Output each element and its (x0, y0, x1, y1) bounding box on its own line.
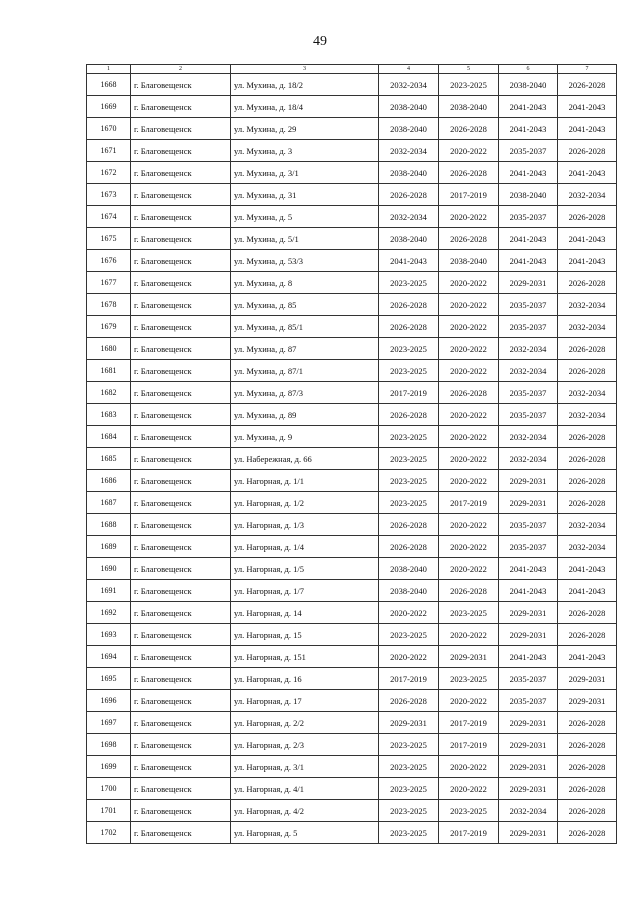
row-number-cell: 1668 (87, 74, 131, 96)
period-cell: 2023-2025 (379, 822, 439, 844)
period-cell: 2026-2028 (558, 624, 617, 646)
city-cell: г. Благовещенск (131, 382, 231, 404)
period-cell: 2023-2025 (379, 338, 439, 360)
row-number-cell: 1678 (87, 294, 131, 316)
period-cell: 2026-2028 (558, 448, 617, 470)
period-cell: 2023-2025 (379, 492, 439, 514)
period-cell: 2020-2022 (439, 294, 499, 316)
city-cell: г. Благовещенск (131, 250, 231, 272)
column-number: 2 (131, 65, 231, 74)
address-cell: ул. Нагорная, д. 17 (231, 690, 379, 712)
row-number-cell: 1699 (87, 756, 131, 778)
period-cell: 2020-2022 (439, 514, 499, 536)
period-cell: 2038-2040 (379, 162, 439, 184)
period-cell: 2023-2025 (379, 778, 439, 800)
city-cell: г. Благовещенск (131, 558, 231, 580)
period-cell: 2032-2034 (499, 338, 558, 360)
period-cell: 2026-2028 (558, 756, 617, 778)
period-cell: 2038-2040 (439, 96, 499, 118)
period-cell: 2035-2037 (499, 140, 558, 162)
period-cell: 2026-2028 (558, 800, 617, 822)
address-cell: ул. Нагорная, д. 1/7 (231, 580, 379, 602)
address-cell: ул. Мухина, д. 31 (231, 184, 379, 206)
city-cell: г. Благовещенск (131, 470, 231, 492)
table-row (87, 316, 617, 338)
period-cell: 2026-2028 (379, 690, 439, 712)
period-cell: 2023-2025 (379, 360, 439, 382)
row-number-cell: 1684 (87, 426, 131, 448)
period-cell: 2020-2022 (379, 602, 439, 624)
period-cell: 2032-2034 (499, 360, 558, 382)
address-cell: ул. Мухина, д. 87/3 (231, 382, 379, 404)
period-cell: 2026-2028 (379, 184, 439, 206)
period-cell: 2026-2028 (558, 734, 617, 756)
period-cell: 2029-2031 (499, 470, 558, 492)
address-cell: ул. Мухина, д. 29 (231, 118, 379, 140)
period-cell: 2029-2031 (499, 624, 558, 646)
period-cell: 2038-2040 (379, 118, 439, 140)
address-cell: ул. Нагорная, д. 2/2 (231, 712, 379, 734)
period-cell: 2041-2043 (499, 228, 558, 250)
address-cell: ул. Мухина, д. 8 (231, 272, 379, 294)
period-cell: 2029-2031 (379, 712, 439, 734)
city-cell: г. Благовещенск (131, 800, 231, 822)
period-cell: 2041-2043 (499, 162, 558, 184)
city-cell: г. Благовещенск (131, 668, 231, 690)
period-cell: 2032-2034 (558, 316, 617, 338)
period-cell: 2026-2028 (558, 338, 617, 360)
period-cell: 2023-2025 (379, 426, 439, 448)
address-cell: ул. Нагорная, д. 14 (231, 602, 379, 624)
column-number: 1 (87, 65, 131, 74)
period-cell: 2029-2031 (499, 712, 558, 734)
row-number-cell: 1691 (87, 580, 131, 602)
period-cell: 2035-2037 (499, 536, 558, 558)
address-cell: ул. Мухина, д. 5/1 (231, 228, 379, 250)
city-cell: г. Благовещенск (131, 162, 231, 184)
period-cell: 2020-2022 (439, 558, 499, 580)
table-row (87, 162, 617, 184)
period-cell: 2041-2043 (499, 96, 558, 118)
table-row (87, 536, 617, 558)
period-cell: 2041-2043 (558, 228, 617, 250)
table-row (87, 184, 617, 206)
address-cell: ул. Мухина, д. 3 (231, 140, 379, 162)
table-row (87, 514, 617, 536)
city-cell: г. Благовещенск (131, 602, 231, 624)
period-cell: 2023-2025 (379, 756, 439, 778)
period-cell: 2023-2025 (439, 800, 499, 822)
period-cell: 2026-2028 (439, 118, 499, 140)
row-number-cell: 1687 (87, 492, 131, 514)
register-table (86, 64, 617, 844)
address-cell: ул. Мухина, д. 3/1 (231, 162, 379, 184)
period-cell: 2041-2043 (558, 250, 617, 272)
period-cell: 2020-2022 (439, 536, 499, 558)
row-number-cell: 1672 (87, 162, 131, 184)
period-cell: 2035-2037 (499, 514, 558, 536)
table-row (87, 580, 617, 602)
period-cell: 2032-2034 (379, 206, 439, 228)
row-number-cell: 1688 (87, 514, 131, 536)
address-cell: ул. Нагорная, д. 4/2 (231, 800, 379, 822)
period-cell: 2026-2028 (558, 470, 617, 492)
period-cell: 2020-2022 (439, 426, 499, 448)
table-row (87, 712, 617, 734)
column-number: 5 (439, 65, 499, 74)
address-cell: ул. Нагорная, д. 1/4 (231, 536, 379, 558)
row-number-cell: 1669 (87, 96, 131, 118)
period-cell: 2026-2028 (558, 602, 617, 624)
table-row (87, 800, 617, 822)
table-row (87, 448, 617, 470)
address-cell: ул. Мухина, д. 85 (231, 294, 379, 316)
period-cell: 2026-2028 (558, 74, 617, 96)
period-cell: 2029-2031 (499, 822, 558, 844)
address-cell: ул. Набережная, д. 66 (231, 448, 379, 470)
row-number-cell: 1695 (87, 668, 131, 690)
table-row (87, 492, 617, 514)
page-number: 49 (313, 34, 327, 49)
period-cell: 2041-2043 (558, 162, 617, 184)
period-cell: 2041-2043 (499, 580, 558, 602)
table-row (87, 360, 617, 382)
period-cell: 2026-2028 (439, 382, 499, 404)
period-cell: 2032-2034 (558, 404, 617, 426)
row-number-cell: 1686 (87, 470, 131, 492)
period-cell: 2029-2031 (499, 492, 558, 514)
table-row (87, 338, 617, 360)
period-cell: 2041-2043 (558, 646, 617, 668)
city-cell: г. Благовещенск (131, 822, 231, 844)
period-cell: 2032-2034 (558, 514, 617, 536)
period-cell: 2023-2025 (379, 470, 439, 492)
period-cell: 2038-2040 (379, 558, 439, 580)
city-cell: г. Благовещенск (131, 316, 231, 338)
city-cell: г. Благовещенск (131, 646, 231, 668)
period-cell: 2041-2043 (499, 646, 558, 668)
period-cell: 2020-2022 (439, 778, 499, 800)
row-number-cell: 1702 (87, 822, 131, 844)
period-cell: 2020-2022 (439, 206, 499, 228)
period-cell: 2020-2022 (439, 624, 499, 646)
row-number-cell: 1670 (87, 118, 131, 140)
period-cell: 2023-2025 (379, 734, 439, 756)
period-cell: 2026-2028 (558, 712, 617, 734)
period-cell: 2029-2031 (558, 690, 617, 712)
city-cell: г. Благовещенск (131, 140, 231, 162)
row-number-cell: 1685 (87, 448, 131, 470)
city-cell: г. Благовещенск (131, 712, 231, 734)
address-cell: ул. Мухина, д. 18/4 (231, 96, 379, 118)
period-cell: 2029-2031 (499, 602, 558, 624)
table-row (87, 206, 617, 228)
period-cell: 2026-2028 (558, 206, 617, 228)
period-cell: 2017-2019 (439, 712, 499, 734)
table-row (87, 624, 617, 646)
row-number-cell: 1694 (87, 646, 131, 668)
city-cell: г. Благовещенск (131, 514, 231, 536)
period-cell: 2035-2037 (499, 404, 558, 426)
city-cell: г. Благовещенск (131, 272, 231, 294)
column-number-row (87, 65, 617, 74)
address-cell: ул. Нагорная, д. 1/1 (231, 470, 379, 492)
period-cell: 2023-2025 (379, 272, 439, 294)
table-body (87, 65, 617, 844)
table-row (87, 140, 617, 162)
row-number-cell: 1689 (87, 536, 131, 558)
period-cell: 2038-2040 (499, 74, 558, 96)
city-cell: г. Благовещенск (131, 690, 231, 712)
table-row (87, 734, 617, 756)
period-cell: 2032-2034 (499, 426, 558, 448)
period-cell: 2026-2028 (558, 492, 617, 514)
period-cell: 2026-2028 (379, 536, 439, 558)
row-number-cell: 1692 (87, 602, 131, 624)
period-cell: 2020-2022 (439, 448, 499, 470)
city-cell: г. Благовещенск (131, 96, 231, 118)
period-cell: 2035-2037 (499, 382, 558, 404)
city-cell: г. Благовещенск (131, 404, 231, 426)
column-number: 3 (231, 65, 379, 74)
address-cell: ул. Нагорная, д. 16 (231, 668, 379, 690)
address-cell: ул. Нагорная, д. 1/3 (231, 514, 379, 536)
period-cell: 2035-2037 (499, 206, 558, 228)
period-cell: 2026-2028 (558, 360, 617, 382)
city-cell: г. Благовещенск (131, 118, 231, 140)
period-cell: 2020-2022 (439, 338, 499, 360)
row-number-cell: 1675 (87, 228, 131, 250)
period-cell: 2035-2037 (499, 316, 558, 338)
period-cell: 2020-2022 (439, 316, 499, 338)
table-row (87, 272, 617, 294)
city-cell: г. Благовещенск (131, 184, 231, 206)
address-cell: ул. Нагорная, д. 15 (231, 624, 379, 646)
period-cell: 2026-2028 (379, 404, 439, 426)
table-row (87, 294, 617, 316)
city-cell: г. Благовещенск (131, 338, 231, 360)
period-cell: 2017-2019 (439, 492, 499, 514)
period-cell: 2041-2043 (558, 580, 617, 602)
row-number-cell: 1697 (87, 712, 131, 734)
address-cell: ул. Мухина, д. 9 (231, 426, 379, 448)
period-cell: 2038-2040 (379, 96, 439, 118)
period-cell: 2023-2025 (439, 602, 499, 624)
row-number-cell: 1698 (87, 734, 131, 756)
city-cell: г. Благовещенск (131, 228, 231, 250)
period-cell: 2020-2022 (439, 140, 499, 162)
period-cell: 2020-2022 (439, 690, 499, 712)
city-cell: г. Благовещенск (131, 360, 231, 382)
address-cell: ул. Мухина, д. 85/1 (231, 316, 379, 338)
table-row (87, 74, 617, 96)
address-cell: ул. Нагорная, д. 151 (231, 646, 379, 668)
row-number-cell: 1690 (87, 558, 131, 580)
address-cell: ул. Мухина, д. 89 (231, 404, 379, 426)
address-cell: ул. Нагорная, д. 2/3 (231, 734, 379, 756)
period-cell: 2038-2040 (499, 184, 558, 206)
table-row (87, 96, 617, 118)
period-cell: 2026-2028 (558, 272, 617, 294)
period-cell: 2017-2019 (379, 668, 439, 690)
city-cell: г. Благовещенск (131, 734, 231, 756)
period-cell: 2032-2034 (499, 800, 558, 822)
column-number: 7 (558, 65, 617, 74)
period-cell: 2023-2025 (379, 448, 439, 470)
address-cell: ул. Нагорная, д. 1/5 (231, 558, 379, 580)
period-cell: 2026-2028 (558, 426, 617, 448)
address-cell: ул. Мухина, д. 87 (231, 338, 379, 360)
table-row (87, 558, 617, 580)
period-cell: 2026-2028 (439, 228, 499, 250)
period-cell: 2029-2031 (439, 646, 499, 668)
address-cell: ул. Мухина, д. 18/2 (231, 74, 379, 96)
row-number-cell: 1681 (87, 360, 131, 382)
table-row (87, 118, 617, 140)
period-cell: 2020-2022 (439, 470, 499, 492)
period-cell: 2020-2022 (439, 756, 499, 778)
city-cell: г. Благовещенск (131, 580, 231, 602)
row-number-cell: 1700 (87, 778, 131, 800)
column-number: 4 (379, 65, 439, 74)
period-cell: 2041-2043 (558, 96, 617, 118)
period-cell: 2017-2019 (439, 184, 499, 206)
period-cell: 2026-2028 (558, 778, 617, 800)
address-cell: ул. Нагорная, д. 1/2 (231, 492, 379, 514)
table-row (87, 690, 617, 712)
address-cell: ул. Мухина, д. 53/3 (231, 250, 379, 272)
period-cell: 2026-2028 (439, 162, 499, 184)
row-number-cell: 1676 (87, 250, 131, 272)
period-cell: 2035-2037 (499, 690, 558, 712)
period-cell: 2029-2031 (499, 734, 558, 756)
address-cell: ул. Мухина, д. 87/1 (231, 360, 379, 382)
period-cell: 2041-2043 (558, 118, 617, 140)
city-cell: г. Благовещенск (131, 624, 231, 646)
period-cell: 2026-2028 (379, 294, 439, 316)
period-cell: 2029-2031 (499, 778, 558, 800)
row-number-cell: 1683 (87, 404, 131, 426)
period-cell: 2017-2019 (439, 734, 499, 756)
period-cell: 2041-2043 (499, 118, 558, 140)
table-row (87, 646, 617, 668)
table-row (87, 822, 617, 844)
table-row (87, 668, 617, 690)
row-number-cell: 1671 (87, 140, 131, 162)
row-number-cell: 1679 (87, 316, 131, 338)
period-cell: 2020-2022 (379, 646, 439, 668)
city-cell: г. Благовещенск (131, 294, 231, 316)
table-row (87, 404, 617, 426)
table-row (87, 470, 617, 492)
period-cell: 2026-2028 (558, 822, 617, 844)
period-cell: 2041-2043 (499, 558, 558, 580)
table-row (87, 382, 617, 404)
period-cell: 2029-2031 (558, 668, 617, 690)
city-cell: г. Благовещенск (131, 536, 231, 558)
row-number-cell: 1682 (87, 382, 131, 404)
period-cell: 2020-2022 (439, 404, 499, 426)
period-cell: 2041-2043 (499, 250, 558, 272)
row-number-cell: 1693 (87, 624, 131, 646)
period-cell: 2023-2025 (379, 624, 439, 646)
row-number-cell: 1680 (87, 338, 131, 360)
row-number-cell: 1674 (87, 206, 131, 228)
table-row (87, 756, 617, 778)
table-row (87, 250, 617, 272)
city-cell: г. Благовещенск (131, 492, 231, 514)
period-cell: 2023-2025 (379, 800, 439, 822)
table-row (87, 778, 617, 800)
city-cell: г. Благовещенск (131, 206, 231, 228)
column-number: 6 (499, 65, 558, 74)
row-number-cell: 1673 (87, 184, 131, 206)
row-number-cell: 1701 (87, 800, 131, 822)
table-row (87, 602, 617, 624)
city-cell: г. Благовещенск (131, 448, 231, 470)
period-cell: 2041-2043 (558, 558, 617, 580)
period-cell: 2038-2040 (379, 228, 439, 250)
city-cell: г. Благовещенск (131, 426, 231, 448)
period-cell: 2020-2022 (439, 360, 499, 382)
table-row (87, 426, 617, 448)
address-cell: ул. Мухина, д. 5 (231, 206, 379, 228)
city-cell: г. Благовещенск (131, 74, 231, 96)
period-cell: 2032-2034 (499, 448, 558, 470)
period-cell: 2032-2034 (558, 382, 617, 404)
period-cell: 2026-2028 (379, 316, 439, 338)
period-cell: 2032-2034 (558, 536, 617, 558)
period-cell: 2017-2019 (439, 822, 499, 844)
period-cell: 2035-2037 (499, 668, 558, 690)
period-cell: 2041-2043 (379, 250, 439, 272)
period-cell: 2026-2028 (439, 580, 499, 602)
address-cell: ул. Нагорная, д. 4/1 (231, 778, 379, 800)
period-cell: 2029-2031 (499, 756, 558, 778)
table-row (87, 228, 617, 250)
period-cell: 2035-2037 (499, 294, 558, 316)
row-number-cell: 1696 (87, 690, 131, 712)
period-cell: 2032-2034 (379, 140, 439, 162)
period-cell: 2032-2034 (558, 294, 617, 316)
period-cell: 2029-2031 (499, 272, 558, 294)
period-cell: 2038-2040 (439, 250, 499, 272)
period-cell: 2032-2034 (379, 74, 439, 96)
period-cell: 2023-2025 (439, 668, 499, 690)
address-cell: ул. Нагорная, д. 3/1 (231, 756, 379, 778)
period-cell: 2032-2034 (558, 184, 617, 206)
city-cell: г. Благовещенск (131, 756, 231, 778)
row-number-cell: 1677 (87, 272, 131, 294)
period-cell: 2026-2028 (558, 140, 617, 162)
address-cell: ул. Нагорная, д. 5 (231, 822, 379, 844)
city-cell: г. Благовещенск (131, 778, 231, 800)
period-cell: 2017-2019 (379, 382, 439, 404)
period-cell: 2023-2025 (439, 74, 499, 96)
period-cell: 2026-2028 (379, 514, 439, 536)
period-cell: 2038-2040 (379, 580, 439, 602)
period-cell: 2020-2022 (439, 272, 499, 294)
